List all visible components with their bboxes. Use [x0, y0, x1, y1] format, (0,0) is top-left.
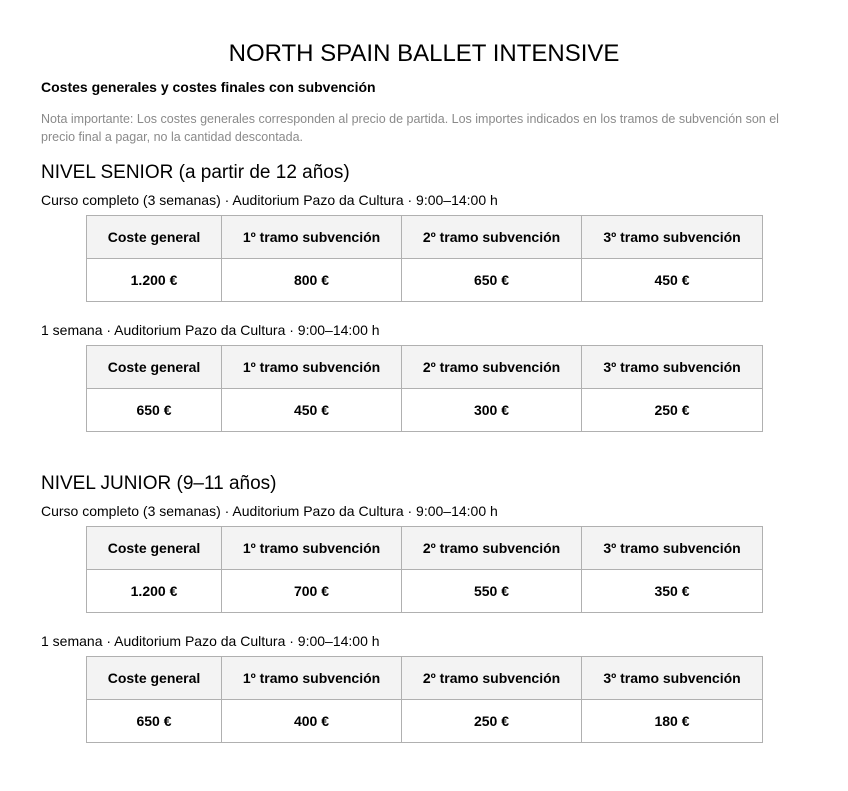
table-row: [87, 389, 763, 432]
header-tramo-2: 2º tramo subvención: [402, 657, 582, 700]
important-note: Nota importante: Los costes generales corresponden al precio de partida. Los importes indicados en los tramos de subvención son el precio final a pagar, no la cantidad descontada.: [41, 112, 779, 144]
header-tramo-3: 3º tramo subvención: [582, 657, 763, 700]
price-table: [86, 215, 763, 302]
table-header-row: [87, 527, 763, 570]
section-junior: [41, 473, 807, 743]
header-tramo-3: 3º tramo subvención: [582, 346, 763, 389]
table-row: [87, 700, 763, 743]
document-title: NORTH SPAIN BALLET INTENSIVE: [228, 40, 620, 67]
header-coste-general: Coste general: [87, 657, 222, 700]
price-cell: 650 €: [87, 389, 222, 432]
header-coste-general: Coste general: [87, 346, 222, 389]
header-tramo-2: 2º tramo subvención: [402, 216, 582, 259]
table-row: [87, 570, 763, 613]
price-cell: 250 €: [402, 700, 582, 743]
price-cell: 550 €: [402, 570, 582, 613]
header-tramo-3: 3º tramo subvención: [582, 527, 763, 570]
header-tramo-2: 2º tramo subvención: [402, 346, 582, 389]
header-tramo-2: 2º tramo subvención: [402, 527, 582, 570]
price-cell: 350 €: [582, 570, 763, 613]
price-cell: 650 €: [402, 259, 582, 302]
price-table: [86, 345, 763, 432]
price-cell: 450 €: [222, 389, 402, 432]
price-cell: 180 €: [582, 700, 763, 743]
header-tramo-1: 1º tramo subvención: [222, 216, 402, 259]
course-label: Curso completo (3 semanas) · Auditorium Pazo da Cultura · 9:00–14:00 h: [41, 192, 498, 208]
table-row: [87, 259, 763, 302]
header-coste-general: Coste general: [87, 527, 222, 570]
table-header-row: [87, 657, 763, 700]
section-title: NIVEL SENIOR (a partir de 12 años): [41, 162, 350, 183]
header-tramo-1: 1º tramo subvención: [222, 527, 402, 570]
course-label: 1 semana · Auditorium Pazo da Cultura · 9:00–14:00 h: [41, 633, 380, 649]
table-header-row: [87, 346, 763, 389]
price-table: [86, 656, 763, 743]
price-cell: 1.200 €: [87, 259, 222, 302]
price-cell: 300 €: [402, 389, 582, 432]
header-coste-general: Coste general: [87, 216, 222, 259]
price-cell: 1.200 €: [87, 570, 222, 613]
course-label: 1 semana · Auditorium Pazo da Cultura · 9:00–14:00 h: [41, 322, 380, 338]
price-cell: 450 €: [582, 259, 763, 302]
header-tramo-1: 1º tramo subvención: [222, 657, 402, 700]
price-cell: 400 €: [222, 700, 402, 743]
price-cell: 800 €: [222, 259, 402, 302]
header-tramo-3: 3º tramo subvención: [582, 216, 763, 259]
header-tramo-1: 1º tramo subvención: [222, 346, 402, 389]
price-cell: 650 €: [87, 700, 222, 743]
table-header-row: [87, 216, 763, 259]
price-table: [86, 526, 763, 613]
section-title: NIVEL JUNIOR (9–11 años): [41, 473, 277, 494]
section-senior: [41, 162, 807, 432]
course-label: Curso completo (3 semanas) · Auditorium Pazo da Cultura · 9:00–14:00 h: [41, 503, 498, 519]
price-cell: 250 €: [582, 389, 763, 432]
document-subtitle: Costes generales y costes finales con subvención: [41, 79, 376, 95]
price-cell: 700 €: [222, 570, 402, 613]
